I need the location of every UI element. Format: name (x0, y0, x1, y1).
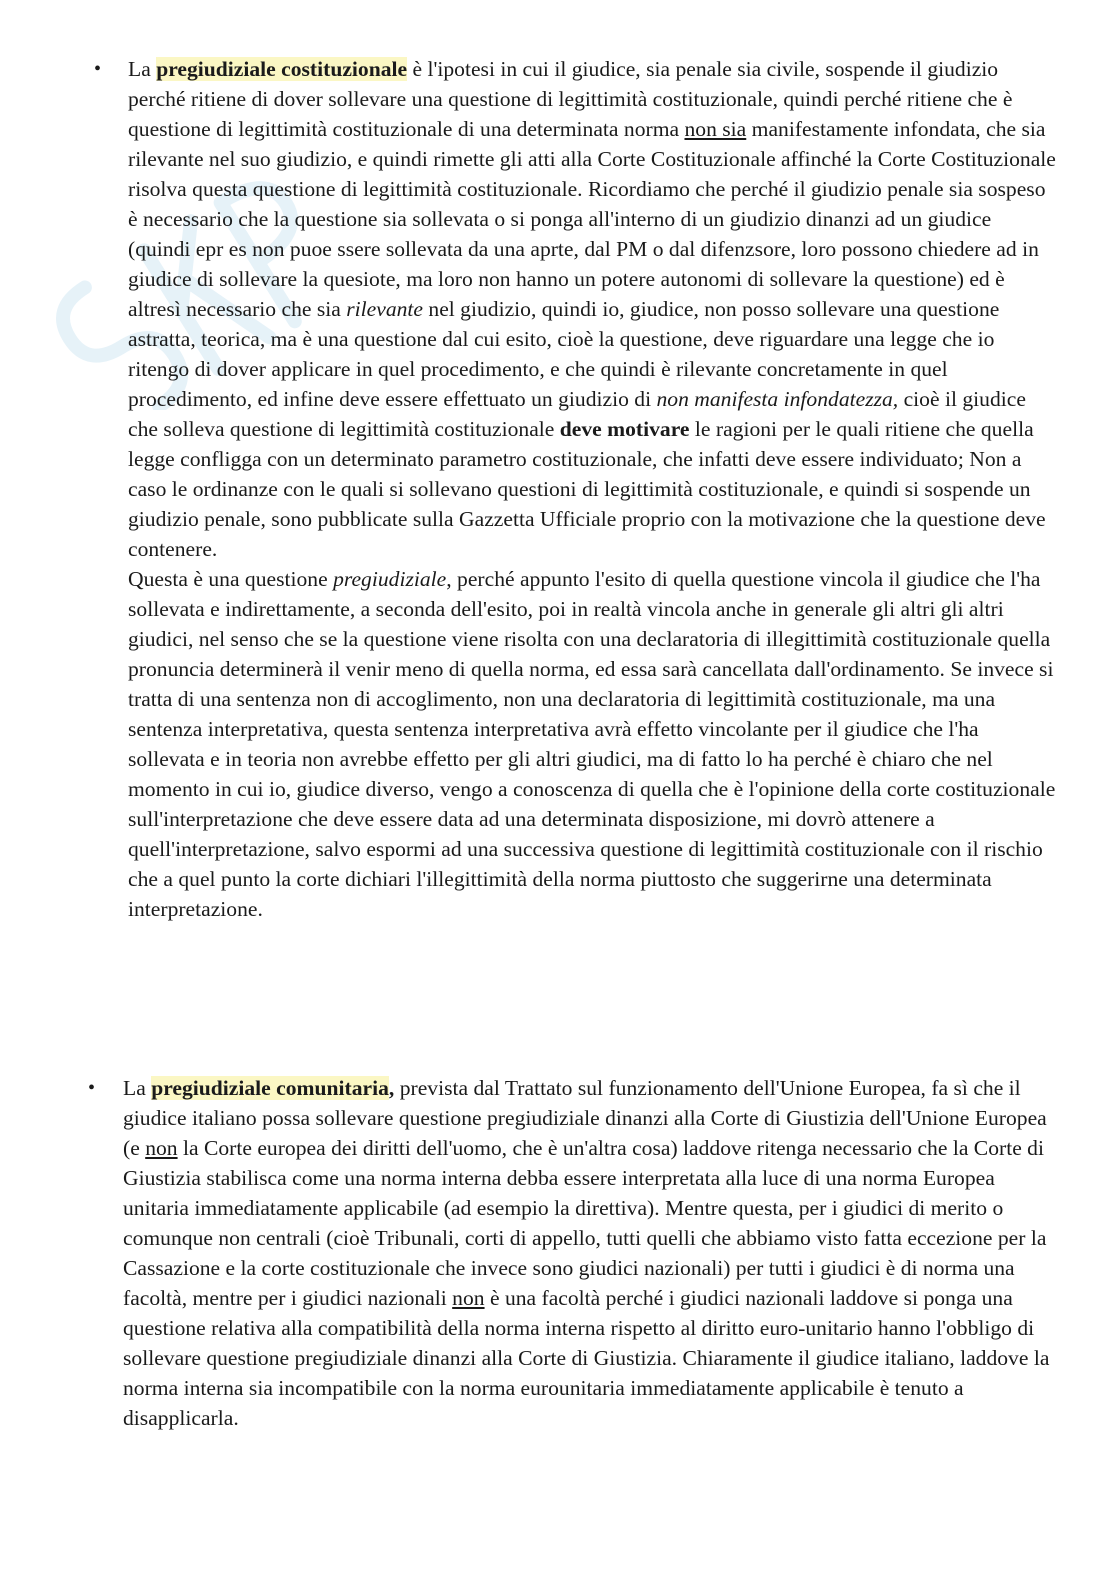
bullet-item-pregiudiziale-comunitaria (123, 1073, 1058, 1433)
underlined-text: non (145, 1136, 178, 1160)
highlighted-term: pregiudiziale costituzionale (156, 57, 408, 81)
italic-text: rilevante (346, 297, 423, 321)
bullet-2: • (88, 1077, 96, 1099)
paragraph-1: La pregiudiziale costituzionale è l'ipotesi in cui il giudice, sia penale sia civile, sospende il giudizio perché ritiene di dover sollevare una questione di legittimità costituzionale, quindi perché ritiene che è questione di legittimità costituzionale di una determinata norma non sia manifestamente infondata, che sia rilevante nel suo giudizio, e quindi rimette gli atti alla Corte Costituzionale affinché la Corte Costituzionale risolva questa questione di legittimità costituzionale. Ricordiamo che perché il giudizio penale sia sospeso è necessario che la questione sia sollevata o si ponga all'interno di un giudizio dinanzi ad un giudice (quindi epr es non puoe ssere sollevata da una aprte, dal PM o dal difenzsore, loro possono chiedere ad in giudice di sollevare la quesiote, ma loro non hanno un potere autonomi di sollevare la questione) ed è altresì necessario che sia rilevante nel giudizio, quindi io, giudice, non posso sollevare una questione astratta, teorica, ma è una questione dal cui esito, cioè la questione, deve riguardare una legge che io ritengo di dover applicare in quel procedimento, e che quindi è rilevante concretamente in quel procedimento, ed infine deve essere effettuato un giudizio di non manifesta infondatezza, cioè il giudice che solleva questione di legittimità costituzionale deve motivare le ragioni per le quali ritiene che quella legge confligga con un determinato parametro costituzionale, che infatti deve essere individuato; Non a caso le ordinanze con le quali si sollevano questioni di legittimità costituzionale, e quindi si sospende un giudizio penale, sono pubblicate sulla Gazzetta Ufficiale proprio con la motivazione che la questione deve contenere. (128, 57, 1056, 561)
paragraph-3: La pregiudiziale comunitaria, prevista dal Trattato sul funzionamento dell'Unione Europea, fa sì che il giudice italiano possa sollevare questione pregiudiziale dinanzi alla Corte di Giustizia dell'Unione Europea (e non la Corte europea dei diritti dell'uomo, che è un'altra cosa) laddove ritenga necessario che la Corte di Giustizia stabilisca come una norma interna debba essere interpretata alla luce di una norma Europea unitaria immediatamente applicabile (ad esempio la direttiva). Mentre questa, per i giudici di merito o comunque non centrali (cioè Tribunali, corti di appello, tutti quelli che abbiamo visto fatta eccezione per la Cassazione e la corte costituzionale che invece sono giudici nazionali) per tutti i giudici è di norma una facoltà, mentre per i giudici nazionali non è una facoltà perché i giudici nazionali laddove si ponga una questione relativa alla compatibilità della norma interna rispetto al diritto euro-unitario hanno l'obbligo di sollevare questione pregiudiziale dinanzi alla Corte di Giustizia. Chiaramente il giudice italiano, laddove la norma interna sia incompatibile con la norma eurounitaria immediatamente applicabile è tenuto a disapplicarla. (123, 1076, 1050, 1430)
underlined-text: non sia (684, 117, 747, 141)
underlined-text: non (452, 1286, 485, 1310)
bullet-1: • (94, 58, 102, 80)
italic-text: pregiudiziale (333, 567, 447, 591)
bullet-item-pregiudiziale-costituzionale (128, 54, 1058, 924)
italic-text: non manifesta infondatezza, (656, 387, 899, 411)
paragraph-2: Questa è una questione pregiudiziale, perché appunto l'esito di quella questione vincola il giudice che l'ha sollevata e indirettamente, a seconda dell'esito, poi in realtà vincola anche in generale gli altri gli altri giudici, nel senso che se la questione viene risolta con una declaratoria di illegittimità costituzionale quella pronuncia determinerà il venir meno di quella norma, ed essa sarà cancellata dall'ordinamento. Se invece si tratta di una sentenza non di accoglimento, non una declaratoria di legittimità costituzionale, ma una sentenza interpretativa, questa sentenza interpretativa avrà effetto vincolante per il giudice che l'ha sollevata e in teoria non avrebbe effetto per gli altri giudici, ma di fatto lo ha perché è chiaro che nel momento in cui io, giudice diverso, vengo a conoscenza di quella che è l'opinione della corte costituzionale sull'interpretazione che deve essere data ad una determinata disposizione, mi dovrò attenere a quell'interpretazione, salvo espormi ad una successiva questione di legittimità costituzionale con il rischio che a quel punto la corte dichiari l'illegittimità della norma piuttosto che suggerirne una determinata interpretazione. (128, 567, 1056, 921)
highlighted-term: pregiudiziale comunitaria (151, 1076, 389, 1100)
bold-text: deve motivare (559, 417, 690, 441)
